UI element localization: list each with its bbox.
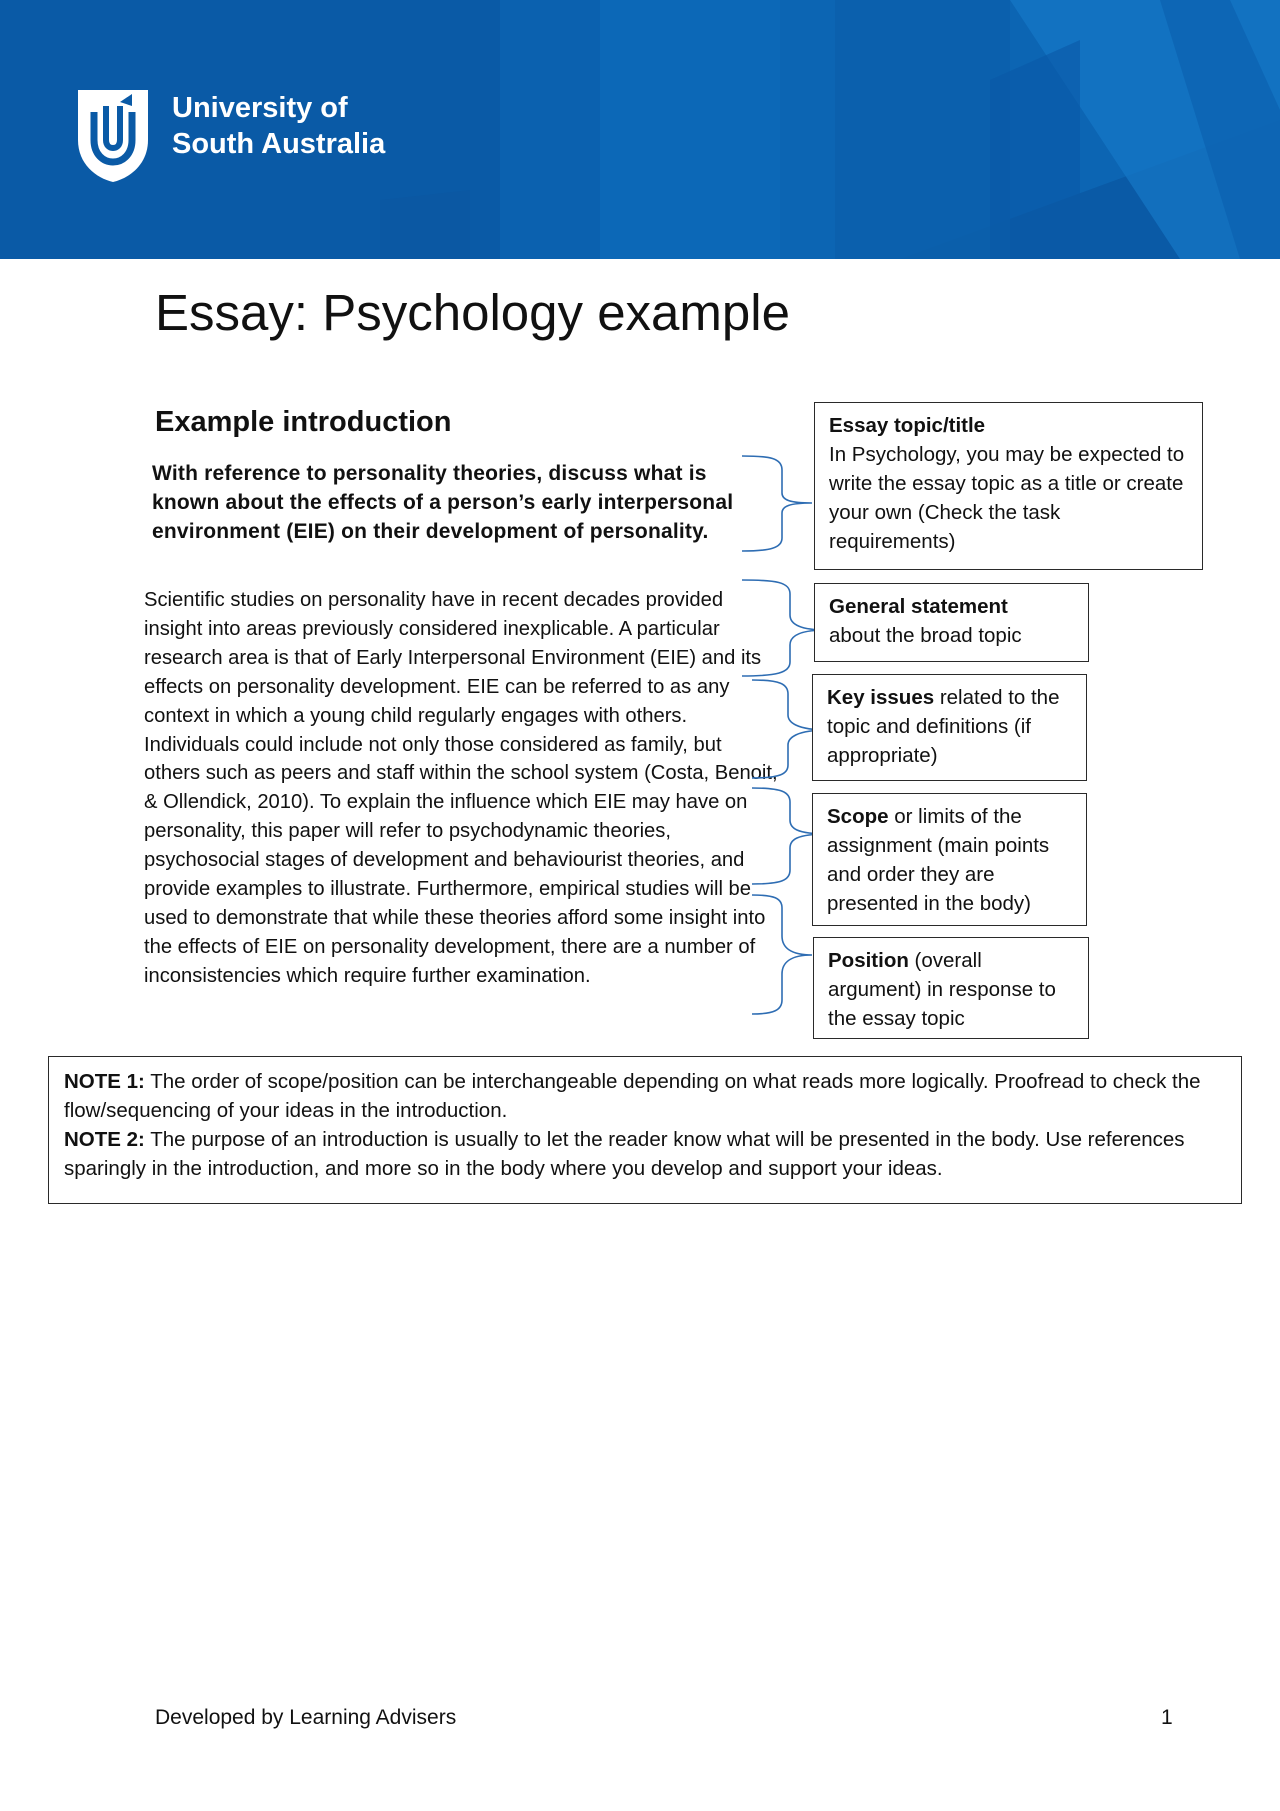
annotation-key-issues-text: related to the topic and definitions (if appropriate) — [827, 686, 1060, 767]
unisa-logo-icon — [76, 88, 150, 183]
annotation-general-statement-heading: General statement — [829, 595, 1008, 618]
intro-scope: To explain the influence which EIE may have on personality, this paper will refer to psychodynamic theories, psychosocial stages of development and behaviourist theories, and provide examples to illustrate. — [144, 791, 748, 901]
intro-position: Furthermore, empirical studies will be used to demonstrate that while these theories afford some insight into the effects of EIE on personality development, there are a number of inconsistencies which require further examination. — [144, 878, 766, 987]
annotation-key-issues — [812, 674, 1087, 781]
intro-general-statement: Scientific studies on personality have in recent decades provided insight into areas previously considered inexplicable. A particular research area is that of Early Interpersonal Environment (EIE) and its effects on personality development. — [144, 589, 762, 698]
annotation-essay-topic-heading: Essay topic/title — [829, 414, 986, 437]
annotation-general-statement-text: about the broad topic — [829, 624, 1022, 647]
note-2 — [64, 1125, 1226, 1183]
annotation-position — [813, 937, 1089, 1039]
page-title: Essay: Psychology example — [155, 284, 790, 341]
annotation-scope-text: or limits of the assignment (main points and order they are presented in the body) — [827, 805, 1050, 915]
note-1 — [64, 1067, 1226, 1125]
annotation-scope-heading: Scope — [827, 805, 889, 828]
essay-question: With reference to personality theories, discuss what is known about the effects of a person’s early interpersonal environment (EIE) on their development of personality. — [152, 462, 734, 543]
university-name-line1: University of — [172, 92, 348, 124]
annotation-position-text: (overall argument) in response to the essay topic — [828, 949, 1056, 1030]
intro-key-issues: EIE can be referred to as any context in which a young child regularly engages with others. Individuals could include not only those considered as family, but others such as peers and staff within the school system (Costa, Benoit, & Ollendick, 2010). — [144, 675, 778, 814]
university-name-line2: South Australia — [172, 128, 386, 160]
annotation-essay-topic — [814, 402, 1203, 570]
annotation-general-statement — [814, 583, 1089, 662]
note-1-label: NOTE 1: — [64, 1070, 145, 1093]
page-number: 1 — [1161, 1706, 1173, 1729]
note-2-label: NOTE 2: — [64, 1128, 145, 1151]
notes-box — [48, 1056, 1242, 1204]
footer-credit: Developed by Learning Advisers — [155, 1706, 457, 1729]
note-2-text: The purpose of an introduction is usually to let the reader know what will be presented in the body. Use references sparingly in the introduction, and more so in the body where you develop and support your ideas. — [64, 1128, 1185, 1180]
annotation-essay-topic-text: In Psychology, you may be expected to write the essay topic as a title or create your own (Check the task requirements) — [829, 443, 1185, 553]
annotation-position-heading: Position — [828, 949, 909, 972]
introduction-paragraph — [144, 586, 780, 991]
header-banner — [0, 0, 1280, 259]
university-name — [172, 90, 385, 162]
section-title: Example introduction — [155, 406, 452, 438]
note-1-text: The order of scope/position can be interchangeable depending on what reads more logically. Proofread to check the flow/sequencing of your ideas in the introduction. — [64, 1070, 1201, 1122]
annotation-scope — [812, 793, 1087, 926]
annotation-key-issues-heading: Key issues — [827, 686, 935, 709]
